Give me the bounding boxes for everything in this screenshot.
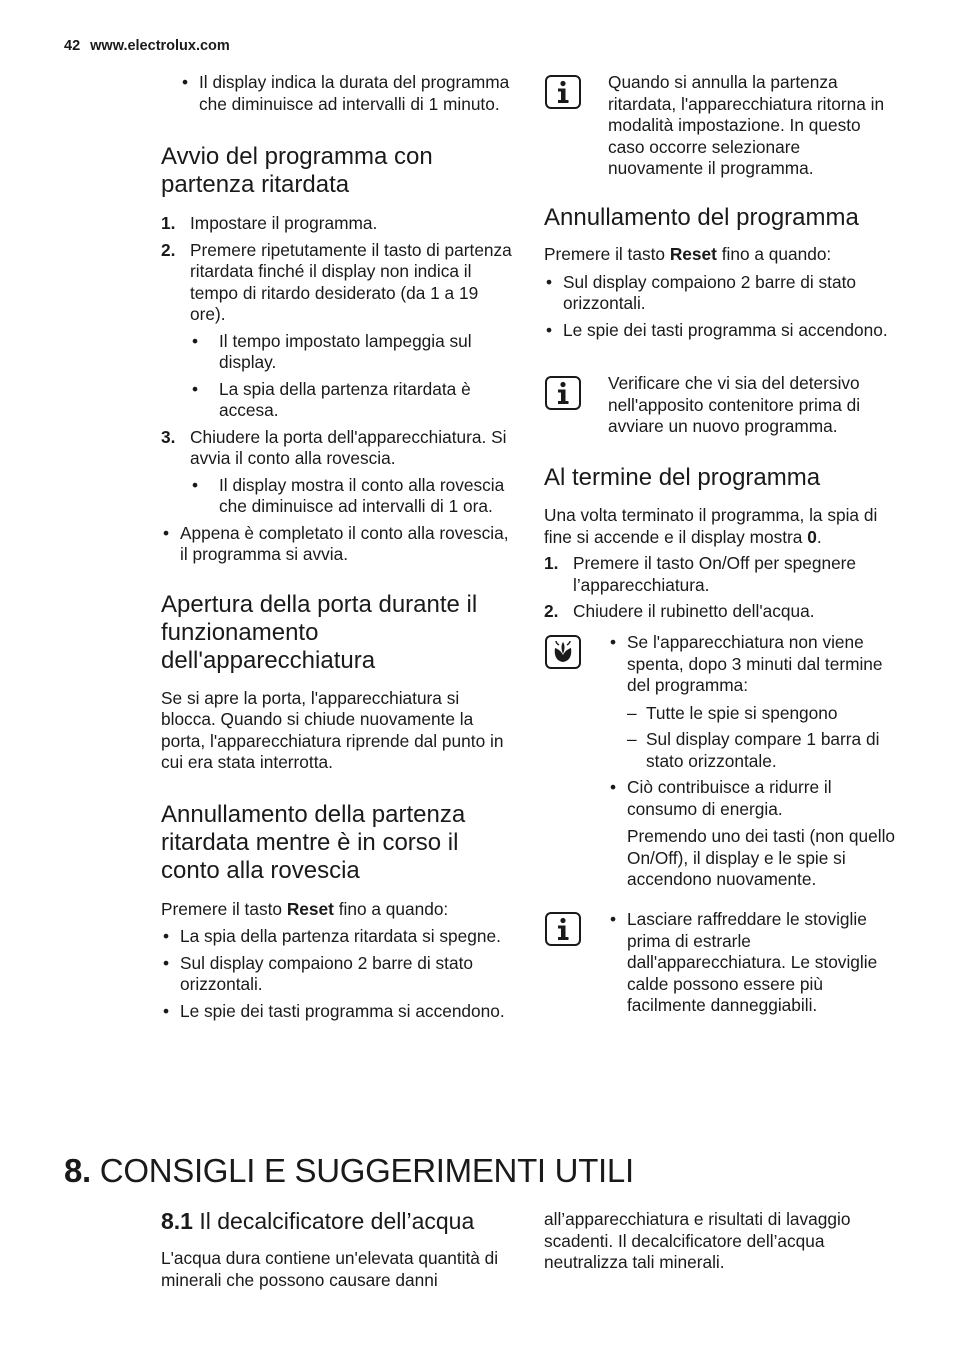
list-item: • Il display indica la durata del programma che diminuisce ad intervalli di 1 minuto. — [180, 72, 513, 115]
page-header — [64, 38, 230, 54]
list-item: • Sul display compaiono 2 barre di stato orizzontali. — [161, 953, 513, 996]
chapter-number: 8. — [64, 1152, 91, 1189]
step-text: Premere il tasto On/Off per spegnere l’apparecchiatura. — [573, 553, 857, 595]
subsection-number: 8.1 — [161, 1208, 193, 1234]
door-open-body: Se si apre la porta, l'apparecchiatura si blocca. Quando si chiude nuovamente la porta, l'apparecchiatura riprende dal punto in cui era stata interrotta. — [161, 687, 504, 772]
list-item — [544, 601, 896, 623]
step-text: Premere ripetutamente il tasto di partenza ritardata finché il display non indica il tempo di ritardo desiderato (da 1 a 19 ore). — [190, 239, 512, 324]
intro-bullets — [180, 72, 513, 115]
final-bullets — [161, 523, 513, 566]
info-note-cancel-delayed: Quando si annulla la partenza ritardata, l'apparecchiatura ritorna in modalità impostazione. In questo caso occorre selezionare nuovamente il programma. — [608, 72, 885, 178]
list-item: • Appena è completato il conto alla rovescia, il programma si avvia. — [161, 523, 513, 566]
list-item: – Sul display compare 1 barra di stato orizzontale. — [627, 729, 898, 772]
list-item — [544, 553, 896, 596]
eco-dash-list — [627, 703, 898, 773]
cancel-program-lead: Premere il tasto Reset fino a quando: — [544, 244, 832, 264]
list-item: • Le spie dei tasti programma si accendono. — [161, 1001, 513, 1023]
eco-bullets — [608, 632, 898, 820]
list-item — [161, 213, 513, 235]
right-column-section-end — [544, 464, 896, 628]
list-item: • Il tempo impostato lampeggia sul display. — [190, 331, 513, 374]
step-number: 2. — [544, 601, 559, 621]
list-item: • Sul display compaiono 2 barre di stato orizzontali. — [544, 272, 896, 315]
list-item — [161, 427, 513, 518]
end-program-body: Una volta terminato il programma, la spia di fine si accende e il display mostra 0. — [544, 505, 878, 547]
info-icon — [545, 75, 581, 109]
step-number: 2. — [161, 239, 176, 260]
list-item: • La spia della partenza ritardata si spegne. — [161, 926, 513, 948]
section-title-cancel-program: Annullamento del programma — [544, 204, 859, 231]
list-item: • Le spie dei tasti programma si accendono. — [544, 320, 896, 342]
page-number: 42 — [64, 38, 81, 54]
list-item: • Se l'apparecchiatura non viene spenta, dopo 3 minuti dal termine del programma: – Tutte le spie si spengono – Sul display compare 1 barra di stato orizzontale. — [608, 632, 898, 772]
dishes-bullets — [608, 909, 898, 1017]
water-softener-text-right: all’apparecchiatura e risultati di lavaggio scadenti. Il decalcificatore dell’acqua neutralizza tali minerali. — [544, 1209, 851, 1272]
website-link[interactable]: www.electrolux.com — [90, 38, 230, 54]
section-title-door-open: Apertura della porta durante il funzionamento dell'apparecchiatura — [161, 590, 478, 674]
info-note-dishes — [608, 909, 898, 1022]
water-softener-text-left: L'acqua dura contiene un'elevata quantità di minerali che possono causare danni — [161, 1248, 499, 1290]
left-column — [161, 72, 513, 1027]
info-icon — [545, 376, 581, 410]
section-title-delayed-start: Avvio del programma con partenza ritardata — [161, 143, 433, 198]
list-item: • Ciò contribuisce a ridurre il consumo di energia. — [608, 777, 898, 820]
step-text: Chiudere la porta dell'apparecchiatura. Si avvia il conto alla rovescia. — [190, 426, 507, 468]
cancel-program-bullets — [544, 272, 896, 342]
sub-bullets — [190, 331, 513, 422]
subsection-title — [161, 1208, 474, 1235]
list-item: • Lasciare raffreddare le stoviglie prima di estrarle dall'apparecchiatura. Le stoviglie calde possono essere più facilmente danneggiabili. — [608, 909, 898, 1017]
end-program-steps — [544, 553, 896, 623]
cancel-delayed-lead: Premere il tasto Reset fino a quando: — [161, 898, 449, 919]
right-column-section-cancel — [544, 204, 896, 346]
delayed-start-steps — [161, 213, 513, 518]
info-icon — [545, 912, 581, 946]
list-item: – Tutte le spie si spengono — [627, 703, 898, 725]
section-title-end-program: Al termine del programma — [544, 464, 821, 491]
section-title-cancel-delayed: Annullamento della partenza ritardata mentre è in corso il conto alla rovescia — [161, 800, 466, 884]
step-number: 1. — [161, 213, 176, 233]
step-text: Chiudere il rubinetto dell'acqua. — [573, 601, 815, 621]
list-item — [161, 240, 513, 422]
chapter-title — [64, 1152, 634, 1190]
list-item: • La spia della partenza ritardata è accesa. — [190, 379, 513, 422]
cancel-delayed-bullets — [161, 926, 513, 1022]
chapter-title-text: CONSIGLI E SUGGERIMENTI UTILI — [99, 1152, 634, 1189]
step-number: 1. — [544, 553, 559, 573]
eco-note — [608, 632, 898, 891]
eco-leaf-icon — [545, 635, 581, 669]
sub-bullets — [190, 475, 513, 518]
step-text: Impostare il programma. — [190, 213, 378, 233]
list-item: • Il display mostra il conto alla rovescia che diminuisce ad intervalli di 1 ora. — [190, 475, 513, 518]
step-number: 3. — [161, 426, 176, 447]
info-note-detergent: Verificare che vi sia del detersivo nell'apposito contenitore prima di avviare un nuovo programma. — [608, 373, 861, 436]
eco-extra-note: Premendo uno dei tasti (non quello On/Off), il display e le spie si accendono nuovamente. — [627, 826, 896, 889]
subsection-title-text: Il decalcificatore dell’acqua — [199, 1208, 475, 1234]
